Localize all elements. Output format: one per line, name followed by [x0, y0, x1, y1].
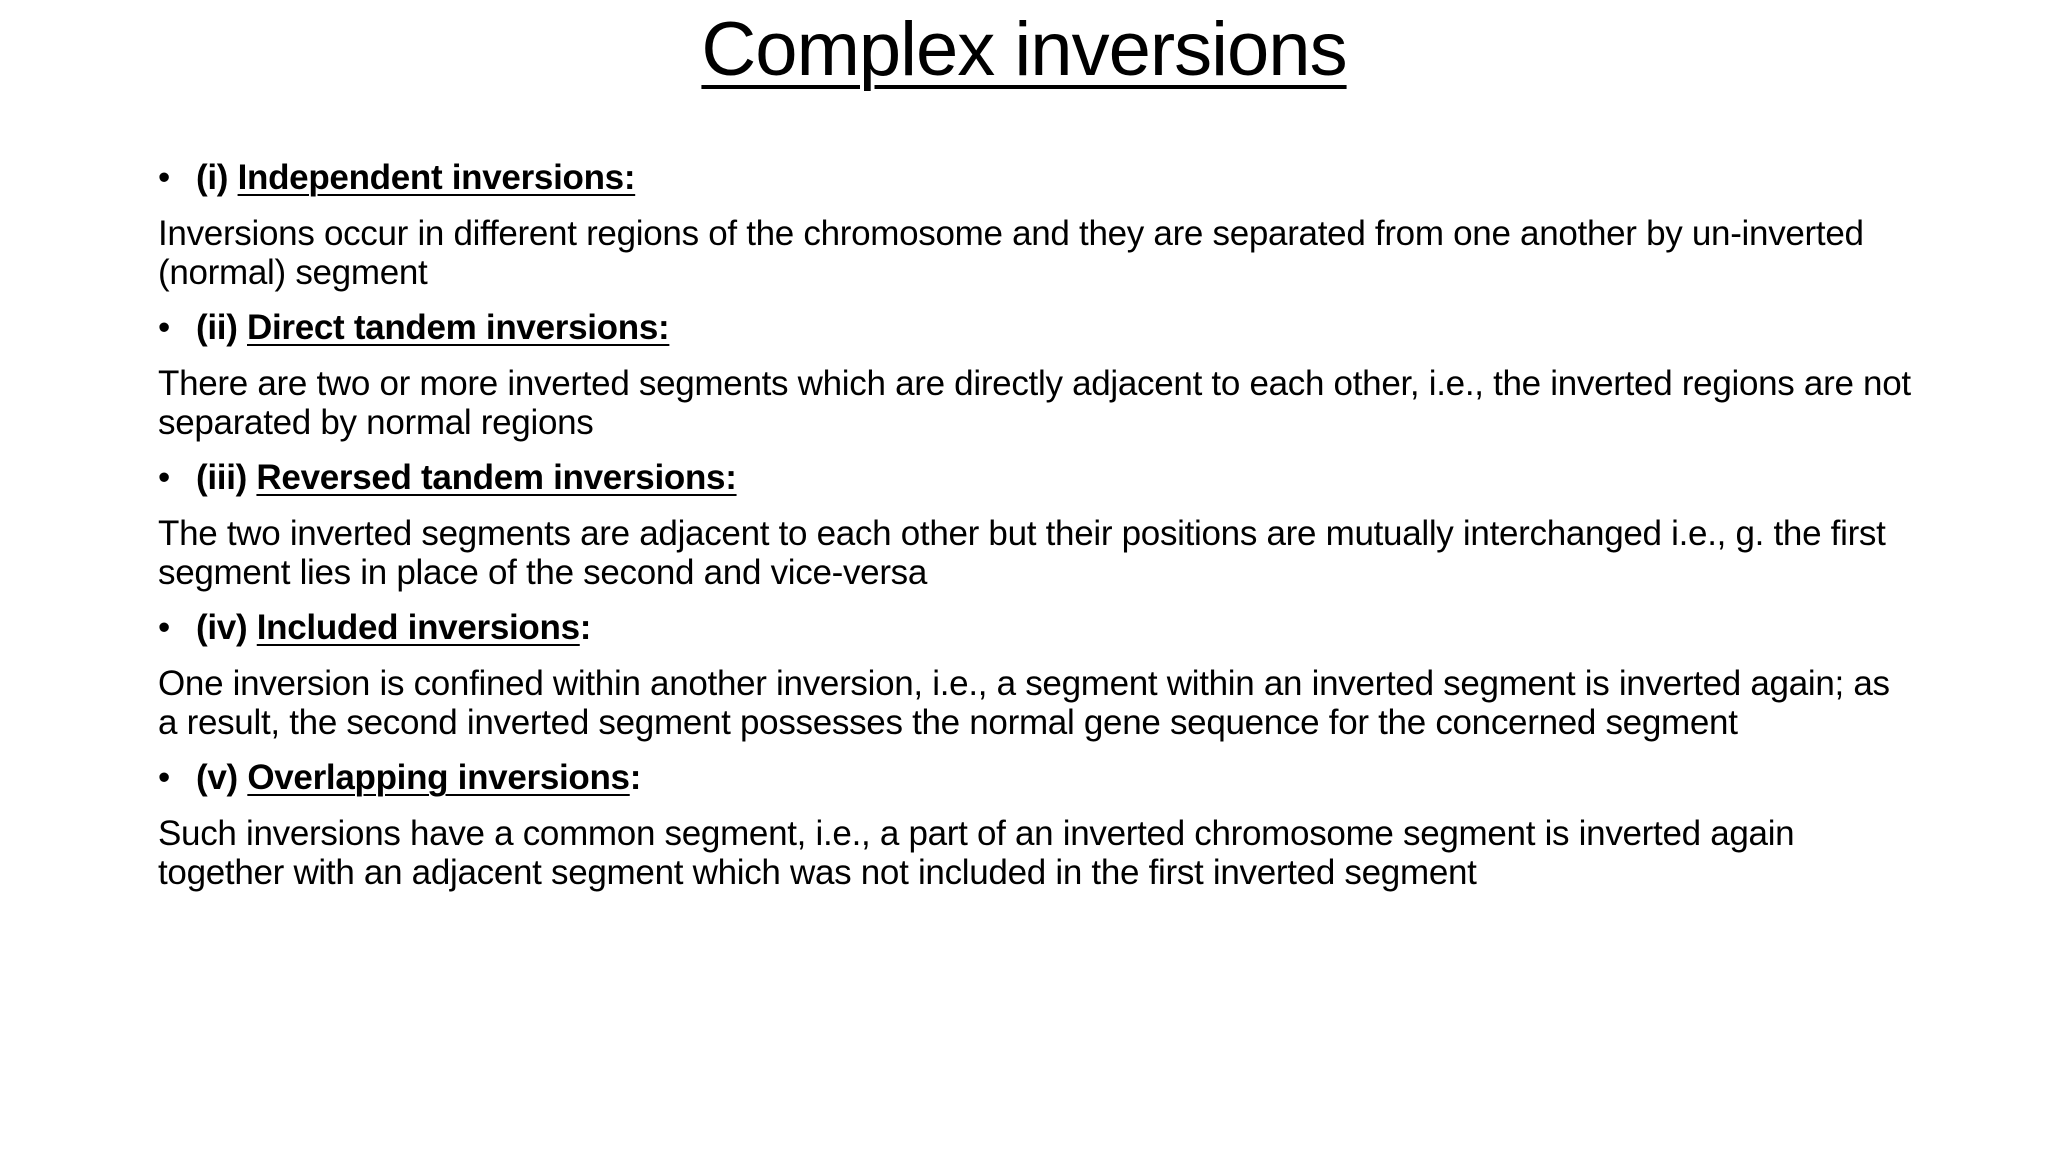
bullet-icon: • [158, 308, 170, 347]
section-heading-text: Independent inversions: [237, 158, 636, 197]
section-number: (i) [196, 158, 229, 197]
bullet-icon: • [158, 608, 170, 647]
slide-title [0, 2, 2048, 98]
section-heading-suffix: : [579, 608, 592, 647]
slide-title-text: Complex inversions [701, 7, 1347, 92]
section-number: (iv) [196, 608, 248, 647]
section-number: (iii) [196, 458, 247, 497]
section-heading-reversed-tandem [158, 456, 1918, 500]
bullet-icon: • [158, 158, 170, 197]
section-heading-text: Reversed tandem inversions: [256, 458, 737, 497]
section-body-included: One inversion is confined within another inversion, i.e., a segment within an inverted segment is inverted again; as a result, the second inverted segment possesses the normal gene sequence for the concerned segment [158, 664, 1890, 742]
section-body-reversed-tandem: The two inverted segments are adjacent to each other but their positions are mutually interchanged i.e., g. the first segment lies in place of the second and vice-versa [158, 514, 1886, 592]
section-number: (ii) [196, 308, 238, 347]
slide-content [158, 156, 1918, 906]
section-heading-independent [158, 156, 1918, 200]
section-heading-text: Overlapping inversions [247, 758, 630, 797]
section-heading-text: Included inversions [256, 608, 580, 647]
section-body-independent: Inversions occur in different regions of the chromosome and they are separated from one another by un-inverted (normal) segment [158, 214, 1864, 292]
bullet-icon: • [158, 458, 170, 497]
section-heading-suffix: : [629, 758, 642, 797]
section-heading-direct-tandem [158, 306, 1918, 350]
section-heading-text: Direct tandem inversions: [247, 308, 670, 347]
section-body-direct-tandem: There are two or more inverted segments which are directly adjacent to each other, i.e., the inverted regions are not separated by normal regions [158, 364, 1911, 442]
section-heading-included [158, 606, 1918, 650]
section-number: (v) [196, 758, 238, 797]
section-heading-overlapping [158, 756, 1918, 800]
bullet-icon: • [158, 758, 170, 797]
section-body-overlapping: Such inversions have a common segment, i.e., a part of an inverted chromosome segment is inverted again together with an adjacent segment which was not included in the first inverted segment [158, 814, 1795, 892]
